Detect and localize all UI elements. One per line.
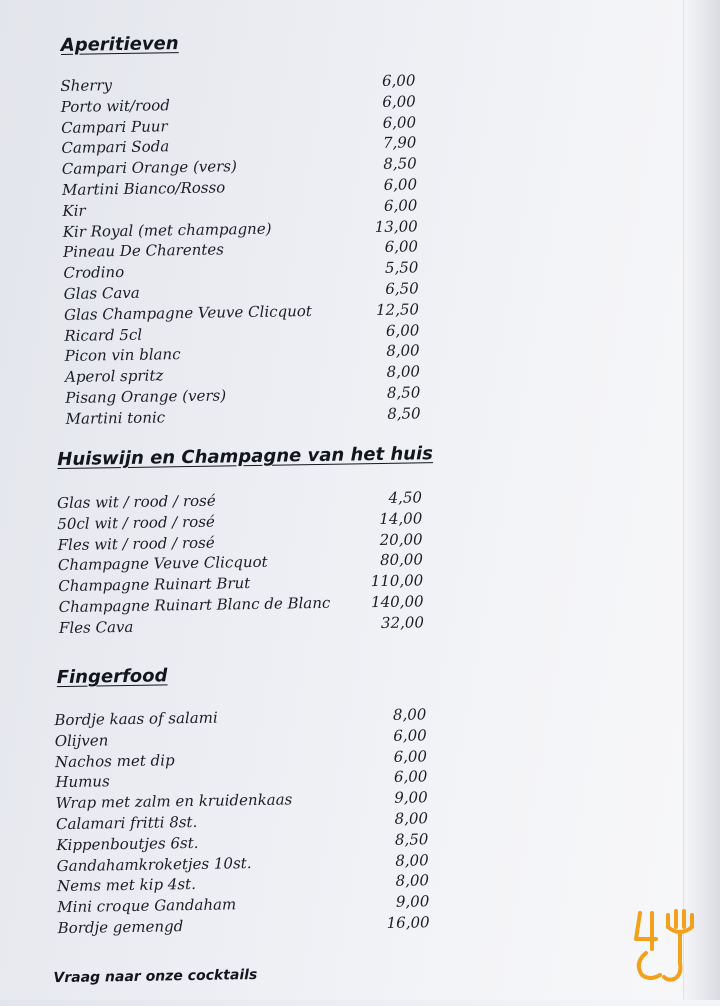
item-list-fingerfood: [54, 705, 438, 940]
menu-item-name: Gandahamkroketjes 10st.: [56, 853, 252, 875]
menu-item-name: Fles wit / rood / rosé: [57, 533, 215, 554]
menu-item-name: Porto wit/rood: [60, 96, 170, 116]
menu-item-price: 9,00: [394, 788, 428, 807]
menu-item-price: 7,90: [382, 133, 417, 153]
menu-item-name: Pineau De Charentes: [62, 240, 225, 262]
menu-item-price: 8,50: [394, 830, 429, 849]
menu-item-price: 6,00: [383, 196, 418, 215]
menu-item-price: 8,00: [395, 871, 430, 891]
menu-item-name: Aperol spritz: [64, 366, 164, 387]
menu-item-name: Kir: [62, 201, 86, 220]
menu-item-price: 4,50: [388, 488, 423, 507]
menu-item-price: 8,00: [395, 850, 429, 870]
menu-item-price: 6,00: [381, 71, 416, 90]
menu-item-price: 8,00: [386, 362, 421, 382]
menu-item-price: 6,00: [393, 726, 427, 745]
menu-item-name: Champagne Ruinart Brut: [58, 574, 251, 596]
menu-item-name: Wrap met zalm en kruidenkaas: [55, 790, 293, 813]
menu-item-price: 5,50: [384, 258, 419, 278]
menu-item-price: 20,00: [379, 529, 423, 549]
item-list-aperitieven: [60, 71, 426, 430]
menu-item-name: Glas Cava: [63, 283, 140, 303]
menu-item-name: Nachos met dip: [54, 750, 175, 771]
menu-item-name: Martini tonic: [65, 408, 166, 428]
menu-item-price: 6,00: [385, 320, 420, 340]
menu-item-price: 32,00: [380, 613, 425, 632]
menu-item-name: Mini croque Gandaham: [57, 895, 237, 917]
menu-item-name: Pisang Orange (vers): [65, 386, 227, 407]
menu-item-price: 8,50: [386, 383, 421, 402]
menu-item-price: 14,00: [379, 509, 423, 528]
menu-item-name: Bordje gemengd: [57, 917, 184, 938]
menu-item-name: Nems met kip 4st.: [56, 875, 197, 896]
menu-item-name: Martini Bianco/Rosso: [61, 178, 226, 199]
menu-item-name: Glas wit / rood / rosé: [56, 491, 216, 513]
menu-item-name: Campari Puur: [60, 116, 168, 137]
menu-item-price: 8,00: [392, 705, 427, 724]
menu-item-name: Picon vin blanc: [64, 345, 181, 366]
menu-item-price: 110,00: [370, 571, 424, 591]
menu-item-price: 6,00: [383, 175, 418, 194]
menu-item-name: Kippenboutjes 6st.: [56, 833, 199, 854]
menu-item-name: Sherry: [60, 76, 113, 95]
menu-item-price: 9,00: [395, 892, 430, 911]
menu-item-price: 12,50: [375, 300, 420, 319]
menu-item-price: 16,00: [386, 913, 430, 932]
menu-item-price: 6,00: [393, 746, 428, 766]
menu-item-price: 6,00: [382, 112, 417, 132]
menu-item-price: 6,00: [393, 767, 428, 787]
menu-item-name: Calamari fritti 8st.: [55, 812, 198, 834]
menu-item-price: 8,50: [387, 404, 421, 423]
menu-item-price: 8,00: [394, 809, 429, 828]
menu-item-name: Campari Orange (vers): [61, 157, 238, 179]
item-list-huiswijn: [57, 488, 439, 640]
section-title-huiswijn: Huiswijn en Champagne van het huis: [57, 443, 434, 471]
menu-item-name: Fles Cava: [58, 617, 134, 637]
footer-note: Vraag naar onze cocktails: [53, 966, 258, 987]
menu-item-price: 13,00: [374, 216, 418, 236]
menu-item-name: 50cl wit / rood / rosé: [57, 512, 215, 533]
menu-item-name: Campari Soda: [61, 137, 170, 158]
menu-item-price: 8,00: [386, 341, 420, 361]
menu-item-name: Glas Champagne Veuve Clicquot: [63, 301, 313, 324]
menu-item-price: 6,00: [382, 92, 416, 111]
menu-item-price: 140,00: [370, 592, 424, 612]
menu-item-name: Champagne Ruinart Blanc de Blanc: [58, 593, 331, 617]
menu-item-name: Olijven: [54, 731, 109, 750]
menu-item-price: 6,00: [384, 237, 419, 257]
menu-item-name: Kir Royal (met champagne): [62, 219, 272, 241]
menu-item-name: Bordje kaas of salami: [54, 708, 218, 730]
menu-item-price: 8,50: [383, 154, 417, 174]
menu-item-price: 6,50: [385, 279, 419, 298]
fork-logo-icon: [630, 905, 702, 985]
section-title-aperitieven: Aperitieven: [60, 33, 179, 56]
menu-item-name: Champagne Veuve Clicquot: [57, 553, 268, 575]
section-title-fingerfood: Fingerfood: [56, 665, 168, 689]
menu-item-name: Ricard 5cl: [64, 325, 143, 345]
menu-item-name: Crodino: [63, 263, 125, 283]
menu-item: [66, 404, 426, 430]
menu-item-name: Humus: [55, 772, 110, 792]
menu-item-price: 80,00: [379, 550, 424, 570]
